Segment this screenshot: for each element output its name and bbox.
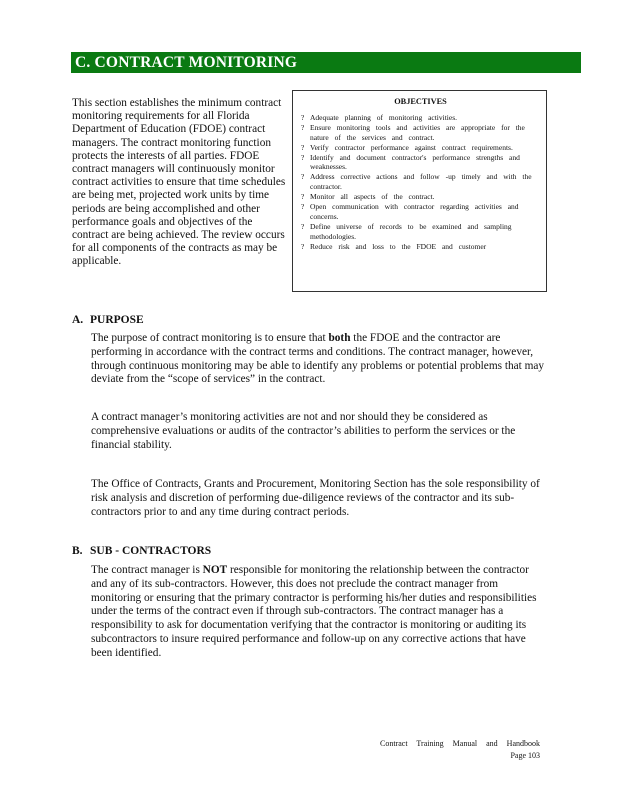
objective-text: Address corrective actions and follow -up timely and with the contractor. xyxy=(310,172,532,192)
objective-item xyxy=(301,172,540,192)
objective-bullet: ? xyxy=(301,112,305,122)
objective-text: Adequate planning of monitoring activities. xyxy=(310,112,458,122)
purpose-heading-text: PURPOSE xyxy=(90,314,144,326)
purpose-p1-emphasis: both xyxy=(328,332,351,344)
objective-bullet: ? xyxy=(301,142,305,152)
objective-text: Ensure monitoring tools and activities are appropriate for the nature of the services and contract. xyxy=(310,122,525,142)
objective-item xyxy=(301,153,540,173)
objective-text: Verify contractor performance against contract requirements. xyxy=(310,142,513,152)
subcontractors-p1-part-2: responsible for monitoring the relationship between the contractor and any of its sub-contractors. However, this does not preclude the contract manager from monitoring or ensuring that the primary contractor is performing his/her duties and responsibilities under the terms of the contract even if through sub-contractors. The contract manager has a responsibility to ask for documentation verifying that the contractor is monitoring or auditing its subcontractors to insure required performance and follow-up on any corrective actions that have been identified. xyxy=(91,564,537,659)
objective-bullet: ? xyxy=(301,221,305,231)
objective-text: Monitor all aspects of the contract. xyxy=(310,192,435,202)
objective-text: Identify and document contractor's performance strengths and weaknesses. xyxy=(310,152,520,172)
footer-page-number: Page 103 xyxy=(510,751,540,760)
subcontractors-heading xyxy=(72,545,211,557)
objective-bullet: ? xyxy=(301,202,305,212)
purpose-p1-part-1: The purpose of contract monitoring is to ensure that xyxy=(91,332,329,344)
objective-text: Reduce risk and loss to the FDOE and customer xyxy=(310,241,487,251)
subcontractors-p1-part-1: The contract manager is xyxy=(91,564,203,576)
objective-bullet: ? xyxy=(301,241,305,251)
purpose-paragraph-2: A contract manager’s monitoring activities are not and nor should they be considered as comprehensive evaluations or audits of the contractor’s abilities to perform the services or the financial stability. xyxy=(91,411,516,451)
objective-item xyxy=(301,143,540,153)
objectives-box xyxy=(292,90,547,292)
objectives-list xyxy=(301,113,540,252)
purpose-heading xyxy=(72,314,144,326)
objective-item xyxy=(301,113,540,123)
purpose-p1-part-2: the FDOE and the contractor are performing in accordance with the contract terms and conditions. The contract manager, however, through continuous monitoring may be able to identify any problems or potential problems that may deviate from the “scope of services” in the contract. xyxy=(91,332,545,386)
objective-item xyxy=(301,242,540,252)
objective-bullet: ? xyxy=(301,122,305,132)
subcontractors-p1-emphasis: NOT xyxy=(202,564,228,576)
objective-text: Define universe of records to be examined and sampling methodologies. xyxy=(310,221,512,241)
objective-bullet: ? xyxy=(301,192,305,202)
purpose-paragraph-3: The Office of Contracts, Grants and Procurement, Monitoring Section has the sole responsibility of risk analysis and discretion of performing due-diligence reviews of the contractor and its sub-contractors prior to and any time during contract periods. xyxy=(91,478,540,518)
subcontractors-heading-letter: B. xyxy=(72,545,83,557)
section-title-bar: C. CONTRACT MONITORING xyxy=(71,52,581,73)
objective-bullet: ? xyxy=(301,152,305,162)
objective-item xyxy=(301,222,540,242)
purpose-paragraph-1 xyxy=(91,332,547,387)
intro-paragraph: This section establishes the minimum contract monitoring requirements for all Florida Department of Education (FDOE) contract managers. The contract monitoring function protects the interests of all parties. FDOE contract managers will continuously monitor contract activities to ensure that time schedules are being met, projected work units by time periods are being accomplished and other performance goals and objectives of the contract are being achieved. The review occurs for all components of the contracts as may be applicable. xyxy=(72,97,286,268)
footer-manual-title: Contract Training Manual and Handbook xyxy=(380,739,540,748)
purpose-heading-letter: A. xyxy=(72,314,84,326)
objective-bullet: ? xyxy=(301,172,305,182)
page-footer xyxy=(370,738,540,762)
objective-item xyxy=(301,202,540,222)
objective-item xyxy=(301,123,540,143)
subcontractors-paragraph xyxy=(91,564,547,661)
objective-text: Open communication with contractor regarding activities and concerns. xyxy=(310,202,519,221)
intro-text-block xyxy=(72,97,286,269)
subcontractors-heading-text: SUB - CONTRACTORS xyxy=(90,545,212,557)
objectives-title: OBJECTIVES xyxy=(394,97,447,106)
objective-item xyxy=(301,192,540,202)
